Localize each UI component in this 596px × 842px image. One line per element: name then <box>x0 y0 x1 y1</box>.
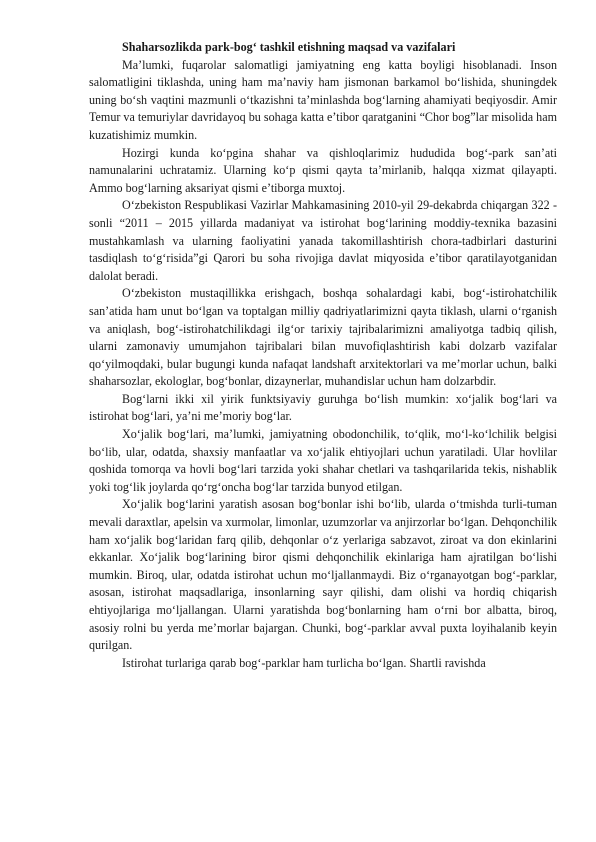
paragraph: Istirohat turlariga qarab bog‘-parklar ham turlicha bo‘lgan. Shartli ravishda <box>122 655 486 670</box>
paragraph: Xo‘jalik bog‘lari, ma’lumki, jamiyatning obodonchilik, to‘qlik, mo‘l-ko‘lchilik belgisi bo‘lib, ular, odatda, shaxsiy manfaatlar va xo‘jalik ehtiyojlari uchun yaratiladi. Ular hovlilar qoshida tomorqa va hovli bog‘lari tarzida yoki shahar chetlari va tashqarilarida tekis, nishablik yoki tog‘lik joylarda qo‘rg‘oncha bog‘lar tarzida bunyod etilgan. <box>89 427 557 494</box>
paragraph: Hozirgi kunda ko‘pgina shahar va qishloqlarimiz hududida bog‘-park san’ati namunalarini uchratamiz. Ularning ko‘p qismi qayta ta’mirlanib, halqqa xizmat qilayapti. Ammo bog‘larning aksariyat qismi e’tiborga muxtoj. <box>89 145 557 195</box>
paragraph: Bog‘larni ikki xil yirik funktsiyaviy guruhga bo‘lish mumkin: xo‘jalik bog‘lari va istirohat bog‘lari, ya’ni me’moriy bog‘lar. <box>89 391 557 424</box>
paragraph: Ma’lumki, fuqarolar salomatligi jamiyatning eng katta boyligi hisoblanadi. Inson salomatligini tiklashda, uning ham ma’naviy ham jismonan barkamol bo‘lishida, shuningdek uning bo‘sh vaqtini mazmunli o‘tkazishni ta’minlashda bog‘larning ahamiyati beqiyosdir. Amir Temur va temuriylar davridayoq bu sohaga katta e’tibor qaratganini “Chor bog”lar misolida ham kuzatishimiz mumkin. <box>89 57 557 142</box>
paragraph: O‘zbekiston Respublikasi Vazirlar Mahkamasining 2010-yil 29-dekabrda chiqargan 322 - sonli “2011 – 2015 yillarda madaniyat va istirohat bog‘larining moddiy-texnika bazasini mustahkamlash va ularning faoliyatini yanada takomillashtirish chora-tadbirlari dasturini tasdiqlash to‘g‘risida”gi Qarori bu soha rivojiga davlat miqyosida e’tibor qaratilayotganidan dalolat beradi. <box>89 198 557 283</box>
paragraph: Xo‘jalik bog‘larini yaratish asosan bog‘bonlar ishi bo‘lib, ularda o‘tmishda turli-tuman mevali daraxtlar, apelsin va xurmolar, limonlar, uzumzorlar va anjirzorlar bo‘lgan. Dehqonchilik ham xo‘jalik bog‘laridan farq qilib, dehqonlar o‘z yerlariga sabzavot, ziroat va don ekinlarini ekkanlar. Xo‘jalik bog‘larining biror qismi dehqonchilik ekinlariga ham ajratilgan bo‘lishi mumkin. Biroq, ular, odatda istirohat uchun mo‘ljallanmaydi. Biz o‘rganayotgan bog‘-parklar, asosan, istirohat maqsadlariga, insonlarning sayr qilishi, dam olishi va hordiq chiqarish ehtiyojlariga mo‘ljallangan. Ularni yaratishda bog‘bonlarning ham o‘rni bor albatta, biroq, asosiy rolni bu yerda me’morlar bajargan. Chunki, bog‘-parklar avval puxta loyihalanib keyin qurilgan. <box>89 497 557 653</box>
document-heading: Shaharsozlikda park-bog‘ tashkil etishning maqsad va vazifalari <box>122 40 456 54</box>
document-body <box>89 39 557 672</box>
paragraph: O‘zbekiston mustaqillikka erishgach, boshqa sohalardagi kabi, bog‘-istirohatchilik san’atida ham unut bo‘lgan va toptalgan milliy qadriyatlarimizni qayta tiklash, ularni o‘rganish va aniqlash, bog‘-istirohatchilikdagi ilg‘or tarixiy tajribalarimizni amaliyotga tadbiq qilish, ularni zamonaviy umumjahon tajribalari bilan muvofiqlashtirish kabi dolzarb vazifalar qo‘yilmoqdaki, bular bugungi kunda nafaqat landshaft arxitektorlari va me’morlar uchun, balki shaharsozlar, ekologlar, bog‘bonlar, dizaynerlar, muhandislar uchun ham dolzarbdir. <box>89 286 557 389</box>
